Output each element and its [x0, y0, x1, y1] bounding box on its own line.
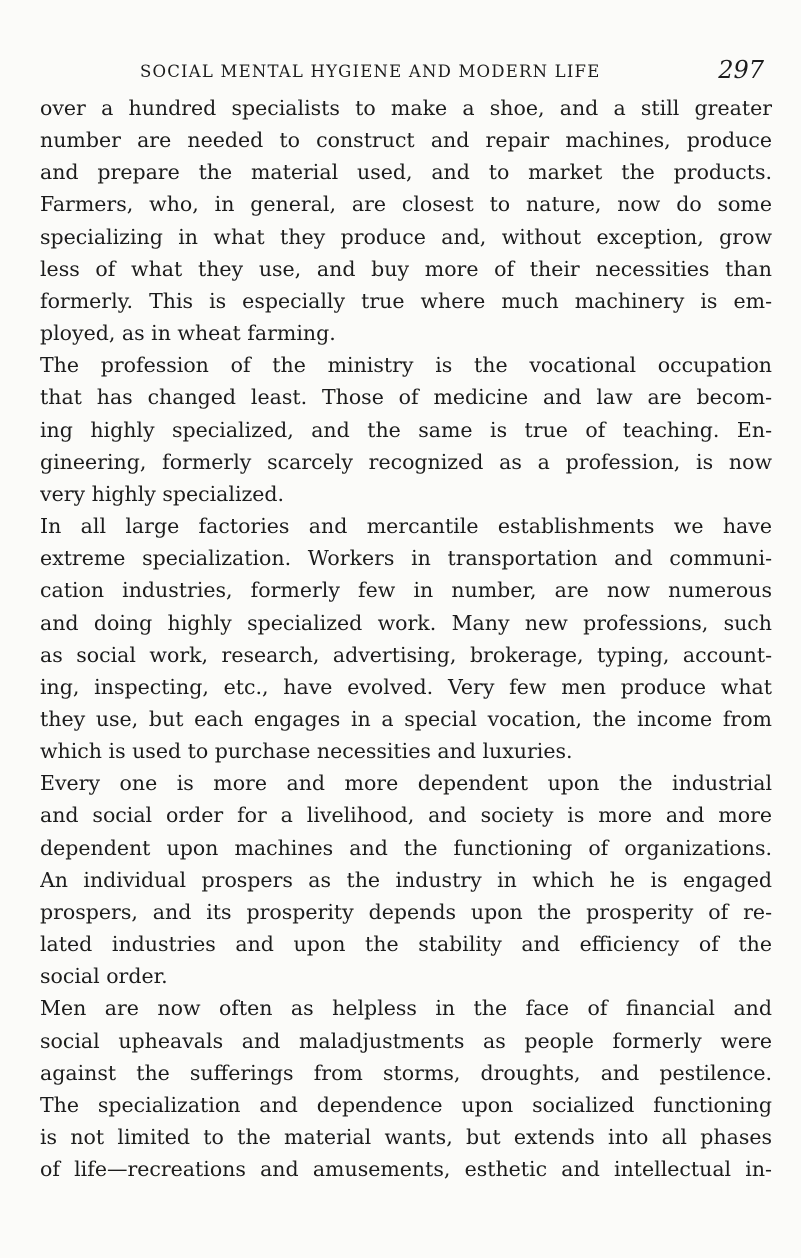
text-line: and prepare the material used, and to market the products.	[40, 160, 772, 185]
text-line: ing highly specialized, and the same is true of teaching. En-	[40, 417, 772, 442]
paragraph-4	[40, 767, 772, 992]
text-line: less of what they use, and buy more of their necessities than	[40, 256, 772, 281]
text-line: social order.	[40, 964, 168, 989]
text-line: very highly specialized.	[40, 481, 285, 506]
text-line: dependent upon machines and the functioning of organizations.	[40, 835, 772, 860]
text-line: specializing in what they produce and, without exception, grow	[40, 224, 772, 249]
text-line: which is used to purchase necessities and luxuries.	[40, 739, 573, 764]
text-line: In all large factories and mercantile establishments we have	[40, 514, 772, 539]
text-line: that has changed least. Those of medicine and law are becom-	[40, 385, 772, 410]
text-line: lated industries and upon the stability and efficiency of the	[40, 932, 772, 957]
text-line: Farmers, who, in general, are closest to nature, now do some	[40, 192, 772, 217]
text-line: and social order for a livelihood, and society is more and more	[40, 803, 772, 828]
text-line: The specialization and dependence upon socialized functioning	[40, 1092, 772, 1117]
text-line: The profession of the ministry is the vocational occupation	[40, 353, 772, 378]
text-line: prospers, and its prosperity depends upon the prosperity of re-	[40, 899, 772, 924]
text-line: they use, but each engages in a special vocation, the income from	[40, 706, 772, 731]
running-title: SOCIAL MENTAL HYGIENE AND MODERN LIFE	[140, 62, 601, 81]
text-line: social upheavals and maladjustments as people formerly were	[40, 1028, 772, 1053]
text-line: formerly. This is especially true where much machinery is em-	[40, 288, 772, 313]
text-line: An individual prospers as the industry in which he is engaged	[40, 867, 772, 892]
text-line: and doing highly specialized work. Many new professions, such	[40, 610, 772, 635]
running-header	[40, 56, 772, 92]
text-line: of life—recreations and amusements, esthetic and intellectual in-	[40, 1157, 772, 1182]
paragraph-5	[40, 992, 772, 1185]
text-line: cation industries, formerly few in number, are now numerous	[40, 578, 772, 603]
text-line: ployed, as in wheat farming.	[40, 321, 336, 346]
paragraph-2	[40, 349, 772, 510]
text-line: Every one is more and more dependent upon the industrial	[40, 771, 772, 796]
paragraph-1	[40, 92, 772, 349]
body-text	[40, 92, 772, 1185]
text-line: is not limited to the material wants, but extends into all phases	[40, 1125, 772, 1149]
text-line: against the sufferings from storms, droughts, and pestilence.	[40, 1060, 772, 1085]
text-line: gineering, formerly scarcely recognized as a profession, is now	[40, 449, 772, 474]
text-line: number are needed to construct and repair machines, produce	[40, 128, 772, 153]
page-number: 297	[718, 56, 764, 84]
text-line: Men are now often as helpless in the face of financial and	[40, 996, 772, 1021]
text-line: as social work, research, advertising, brokerage, typing, account-	[40, 642, 772, 667]
text-line: extreme specialization. Workers in transportation and communi-	[40, 546, 772, 571]
text-line: over a hundred specialists to make a shoe, and a still greater	[40, 96, 772, 120]
paragraph-3	[40, 510, 772, 767]
book-page	[40, 56, 772, 1185]
text-line: ing, inspecting, etc., have evolved. Very few men produce what	[40, 674, 772, 699]
